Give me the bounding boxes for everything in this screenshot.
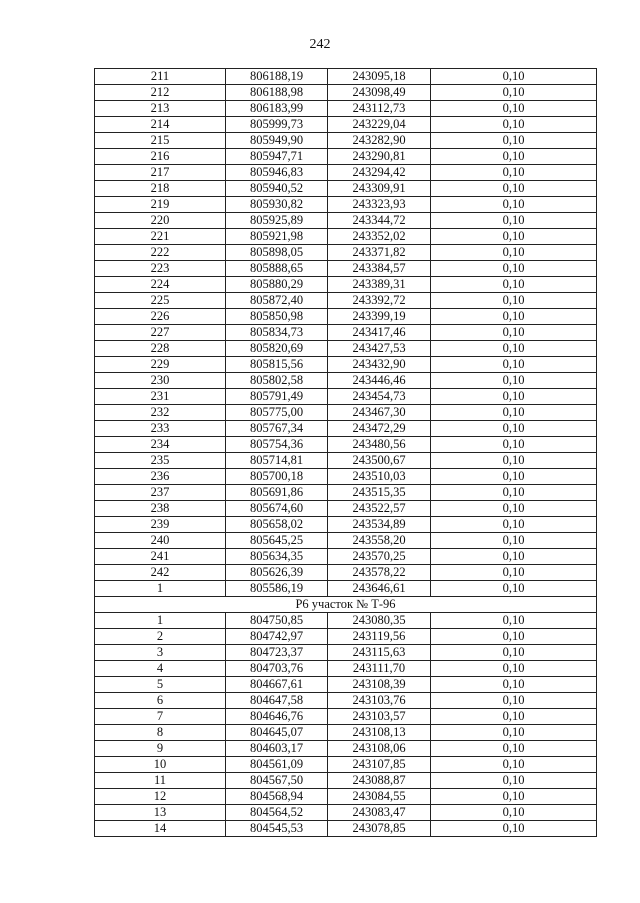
- x-coordinate-cell: 805767,34: [226, 421, 328, 437]
- x-coordinate-cell: 805888,65: [226, 261, 328, 277]
- value-cell: 0,10: [431, 133, 597, 149]
- point-number-cell: 242: [95, 565, 226, 581]
- x-coordinate-cell: 805658,02: [226, 517, 328, 533]
- y-coordinate-cell: 243570,25: [328, 549, 431, 565]
- point-number-cell: 6: [95, 693, 226, 709]
- x-coordinate-cell: 805834,73: [226, 325, 328, 341]
- table-row: [95, 69, 597, 85]
- point-number-cell: 236: [95, 469, 226, 485]
- table-row: [95, 133, 597, 149]
- y-coordinate-cell: 243084,55: [328, 789, 431, 805]
- value-cell: 0,10: [431, 533, 597, 549]
- x-coordinate-cell: 805626,39: [226, 565, 328, 581]
- x-coordinate-cell: 805815,56: [226, 357, 328, 373]
- x-coordinate-cell: 805898,05: [226, 245, 328, 261]
- y-coordinate-cell: 243103,76: [328, 693, 431, 709]
- x-coordinate-cell: 804703,76: [226, 661, 328, 677]
- point-number-cell: 212: [95, 85, 226, 101]
- table-row: [95, 725, 597, 741]
- y-coordinate-cell: 243522,57: [328, 501, 431, 517]
- table-row: [95, 549, 597, 565]
- value-cell: 0,10: [431, 165, 597, 181]
- value-cell: 0,10: [431, 501, 597, 517]
- point-number-cell: 8: [95, 725, 226, 741]
- value-cell: 0,10: [431, 453, 597, 469]
- point-number-cell: 237: [95, 485, 226, 501]
- table-row: [95, 517, 597, 533]
- point-number-cell: 214: [95, 117, 226, 133]
- value-cell: 0,10: [431, 469, 597, 485]
- y-coordinate-cell: 243432,90: [328, 357, 431, 373]
- x-coordinate-cell: 804742,97: [226, 629, 328, 645]
- table-row: [95, 293, 597, 309]
- point-number-cell: 232: [95, 405, 226, 421]
- y-coordinate-cell: 243480,56: [328, 437, 431, 453]
- table-row: [95, 421, 597, 437]
- y-coordinate-cell: 243399,19: [328, 309, 431, 325]
- y-coordinate-cell: 243371,82: [328, 245, 431, 261]
- value-cell: 0,10: [431, 69, 597, 85]
- table-row: [95, 117, 597, 133]
- point-number-cell: 221: [95, 229, 226, 245]
- y-coordinate-cell: 243389,31: [328, 277, 431, 293]
- value-cell: 0,10: [431, 709, 597, 725]
- x-coordinate-cell: 805674,60: [226, 501, 328, 517]
- y-coordinate-cell: 243112,73: [328, 101, 431, 117]
- point-number-cell: 241: [95, 549, 226, 565]
- table-row: [95, 805, 597, 821]
- point-number-cell: 14: [95, 821, 226, 837]
- value-cell: 0,10: [431, 645, 597, 661]
- x-coordinate-cell: 804545,53: [226, 821, 328, 837]
- point-number-cell: 228: [95, 341, 226, 357]
- y-coordinate-cell: 243111,70: [328, 661, 431, 677]
- value-cell: 0,10: [431, 325, 597, 341]
- value-cell: 0,10: [431, 677, 597, 693]
- value-cell: 0,10: [431, 661, 597, 677]
- table-row: [95, 229, 597, 245]
- x-coordinate-cell: 805949,90: [226, 133, 328, 149]
- x-coordinate-cell: 806188,19: [226, 69, 328, 85]
- value-cell: 0,10: [431, 485, 597, 501]
- value-cell: 0,10: [431, 565, 597, 581]
- point-number-cell: 224: [95, 277, 226, 293]
- table-row: [95, 357, 597, 373]
- point-number-cell: 217: [95, 165, 226, 181]
- point-number-cell: 239: [95, 517, 226, 533]
- table-row: [95, 469, 597, 485]
- point-number-cell: 235: [95, 453, 226, 469]
- x-coordinate-cell: 805940,52: [226, 181, 328, 197]
- x-coordinate-cell: 804667,61: [226, 677, 328, 693]
- point-number-cell: 219: [95, 197, 226, 213]
- table-row: [95, 341, 597, 357]
- x-coordinate-cell: 805691,86: [226, 485, 328, 501]
- y-coordinate-cell: 243427,53: [328, 341, 431, 357]
- value-cell: 0,10: [431, 293, 597, 309]
- point-number-cell: 240: [95, 533, 226, 549]
- y-coordinate-cell: 243078,85: [328, 821, 431, 837]
- section-heading-body: [95, 597, 597, 613]
- x-coordinate-cell: 805775,00: [226, 405, 328, 421]
- table-row: [95, 453, 597, 469]
- x-coordinate-cell: 805947,71: [226, 149, 328, 165]
- point-number-cell: 216: [95, 149, 226, 165]
- value-cell: 0,10: [431, 405, 597, 421]
- table-row: [95, 197, 597, 213]
- point-number-cell: 5: [95, 677, 226, 693]
- table-row: [95, 277, 597, 293]
- y-coordinate-cell: 243108,39: [328, 677, 431, 693]
- value-cell: 0,10: [431, 245, 597, 261]
- table-row: [95, 613, 597, 629]
- table-row: [95, 757, 597, 773]
- y-coordinate-cell: 243115,63: [328, 645, 431, 661]
- point-number-cell: 215: [95, 133, 226, 149]
- table-row: [95, 165, 597, 181]
- point-number-cell: 226: [95, 309, 226, 325]
- point-number-cell: 11: [95, 773, 226, 789]
- x-coordinate-cell: 805930,82: [226, 197, 328, 213]
- y-coordinate-cell: 243472,29: [328, 421, 431, 437]
- point-number-cell: 238: [95, 501, 226, 517]
- value-cell: 0,10: [431, 741, 597, 757]
- table-row: [95, 389, 597, 405]
- table-row: [95, 581, 597, 597]
- x-coordinate-cell: 805925,89: [226, 213, 328, 229]
- x-coordinate-cell: 804561,09: [226, 757, 328, 773]
- point-number-cell: 7: [95, 709, 226, 725]
- point-number-cell: 230: [95, 373, 226, 389]
- point-number-cell: 1: [95, 613, 226, 629]
- section-heading-row: [95, 597, 597, 613]
- y-coordinate-cell: 243578,22: [328, 565, 431, 581]
- value-cell: 0,10: [431, 101, 597, 117]
- point-number-cell: 9: [95, 741, 226, 757]
- y-coordinate-cell: 243294,42: [328, 165, 431, 181]
- value-cell: 0,10: [431, 389, 597, 405]
- coordinates-table-part1: [95, 69, 597, 597]
- table-row: [95, 565, 597, 581]
- x-coordinate-cell: 806188,98: [226, 85, 328, 101]
- table-row: [95, 789, 597, 805]
- value-cell: 0,10: [431, 613, 597, 629]
- table-row: [95, 501, 597, 517]
- value-cell: 0,10: [431, 421, 597, 437]
- value-cell: 0,10: [431, 85, 597, 101]
- x-coordinate-cell: 806183,99: [226, 101, 328, 117]
- point-number-cell: 4: [95, 661, 226, 677]
- table-row: [95, 325, 597, 341]
- x-coordinate-cell: 804603,17: [226, 741, 328, 757]
- value-cell: 0,10: [431, 725, 597, 741]
- x-coordinate-cell: 804723,37: [226, 645, 328, 661]
- value-cell: 0,10: [431, 341, 597, 357]
- table-row: [95, 149, 597, 165]
- table-row: [95, 629, 597, 645]
- table-row: [95, 101, 597, 117]
- y-coordinate-cell: 243392,72: [328, 293, 431, 309]
- y-coordinate-cell: 243282,90: [328, 133, 431, 149]
- y-coordinate-cell: 243344,72: [328, 213, 431, 229]
- coordinates-table: [94, 68, 597, 837]
- table-row: [95, 245, 597, 261]
- table-row: [95, 677, 597, 693]
- point-number-cell: 229: [95, 357, 226, 373]
- value-cell: 0,10: [431, 261, 597, 277]
- point-number-cell: 12: [95, 789, 226, 805]
- x-coordinate-cell: 805999,73: [226, 117, 328, 133]
- x-coordinate-cell: 805714,81: [226, 453, 328, 469]
- x-coordinate-cell: 805645,25: [226, 533, 328, 549]
- point-number-cell: 3: [95, 645, 226, 661]
- value-cell: 0,10: [431, 373, 597, 389]
- point-number-cell: 223: [95, 261, 226, 277]
- point-number-cell: 227: [95, 325, 226, 341]
- value-cell: 0,10: [431, 805, 597, 821]
- point-number-cell: 222: [95, 245, 226, 261]
- x-coordinate-cell: 805700,18: [226, 469, 328, 485]
- table-row: [95, 661, 597, 677]
- point-number-cell: 2: [95, 629, 226, 645]
- table-row: [95, 709, 597, 725]
- y-coordinate-cell: 243510,03: [328, 469, 431, 485]
- table-row: [95, 405, 597, 421]
- x-coordinate-cell: 804647,58: [226, 693, 328, 709]
- value-cell: 0,10: [431, 693, 597, 709]
- x-coordinate-cell: 804564,52: [226, 805, 328, 821]
- y-coordinate-cell: 243646,61: [328, 581, 431, 597]
- value-cell: 0,10: [431, 149, 597, 165]
- value-cell: 0,10: [431, 517, 597, 533]
- y-coordinate-cell: 243098,49: [328, 85, 431, 101]
- y-coordinate-cell: 243417,46: [328, 325, 431, 341]
- y-coordinate-cell: 243229,04: [328, 117, 431, 133]
- y-coordinate-cell: 243290,81: [328, 149, 431, 165]
- x-coordinate-cell: 804646,76: [226, 709, 328, 725]
- x-coordinate-cell: 805802,58: [226, 373, 328, 389]
- y-coordinate-cell: 243108,06: [328, 741, 431, 757]
- section-heading: Р6 участок № Т-96: [95, 597, 597, 613]
- coordinates-table-part2: [95, 613, 597, 837]
- table-row: [95, 261, 597, 277]
- point-number-cell: 213: [95, 101, 226, 117]
- y-coordinate-cell: 243119,56: [328, 629, 431, 645]
- y-coordinate-cell: 243454,73: [328, 389, 431, 405]
- y-coordinate-cell: 243107,85: [328, 757, 431, 773]
- table-row: [95, 773, 597, 789]
- value-cell: 0,10: [431, 277, 597, 293]
- y-coordinate-cell: 243558,20: [328, 533, 431, 549]
- value-cell: 0,10: [431, 757, 597, 773]
- x-coordinate-cell: 805921,98: [226, 229, 328, 245]
- value-cell: 0,10: [431, 773, 597, 789]
- x-coordinate-cell: 804568,94: [226, 789, 328, 805]
- value-cell: 0,10: [431, 197, 597, 213]
- table-row: [95, 213, 597, 229]
- y-coordinate-cell: 243323,93: [328, 197, 431, 213]
- point-number-cell: 1: [95, 581, 226, 597]
- x-coordinate-cell: 804750,85: [226, 613, 328, 629]
- x-coordinate-cell: 805820,69: [226, 341, 328, 357]
- value-cell: 0,10: [431, 229, 597, 245]
- y-coordinate-cell: 243384,57: [328, 261, 431, 277]
- point-number-cell: 231: [95, 389, 226, 405]
- value-cell: 0,10: [431, 117, 597, 133]
- point-number-cell: 220: [95, 213, 226, 229]
- y-coordinate-cell: 243500,67: [328, 453, 431, 469]
- y-coordinate-cell: 243083,47: [328, 805, 431, 821]
- y-coordinate-cell: 243088,87: [328, 773, 431, 789]
- point-number-cell: 13: [95, 805, 226, 821]
- point-number-cell: 211: [95, 69, 226, 85]
- y-coordinate-cell: 243103,57: [328, 709, 431, 725]
- value-cell: 0,10: [431, 357, 597, 373]
- table-row: [95, 533, 597, 549]
- value-cell: 0,10: [431, 549, 597, 565]
- point-number-cell: 234: [95, 437, 226, 453]
- table-row: [95, 181, 597, 197]
- table-row: [95, 85, 597, 101]
- x-coordinate-cell: 805754,36: [226, 437, 328, 453]
- x-coordinate-cell: 805872,40: [226, 293, 328, 309]
- x-coordinate-cell: 805880,29: [226, 277, 328, 293]
- value-cell: 0,10: [431, 309, 597, 325]
- x-coordinate-cell: 805586,19: [226, 581, 328, 597]
- y-coordinate-cell: 243515,35: [328, 485, 431, 501]
- x-coordinate-cell: 804567,50: [226, 773, 328, 789]
- y-coordinate-cell: 243534,89: [328, 517, 431, 533]
- value-cell: 0,10: [431, 629, 597, 645]
- table-row: [95, 741, 597, 757]
- value-cell: 0,10: [431, 821, 597, 837]
- y-coordinate-cell: 243108,13: [328, 725, 431, 741]
- point-number-cell: 233: [95, 421, 226, 437]
- y-coordinate-cell: 243080,35: [328, 613, 431, 629]
- point-number-cell: 225: [95, 293, 226, 309]
- x-coordinate-cell: 805791,49: [226, 389, 328, 405]
- value-cell: 0,10: [431, 789, 597, 805]
- table-row: [95, 309, 597, 325]
- point-number-cell: 218: [95, 181, 226, 197]
- x-coordinate-cell: 805946,83: [226, 165, 328, 181]
- y-coordinate-cell: 243467,30: [328, 405, 431, 421]
- table-row: [95, 645, 597, 661]
- table-row: [95, 373, 597, 389]
- y-coordinate-cell: 243095,18: [328, 69, 431, 85]
- y-coordinate-cell: 243309,91: [328, 181, 431, 197]
- x-coordinate-cell: 805850,98: [226, 309, 328, 325]
- y-coordinate-cell: 243352,02: [328, 229, 431, 245]
- x-coordinate-cell: 805634,35: [226, 549, 328, 565]
- table-row: [95, 821, 597, 837]
- value-cell: 0,10: [431, 581, 597, 597]
- table-row: [95, 485, 597, 501]
- value-cell: 0,10: [431, 213, 597, 229]
- value-cell: 0,10: [431, 181, 597, 197]
- point-number-cell: 10: [95, 757, 226, 773]
- page-number: 242: [309, 37, 331, 52]
- table-row: [95, 693, 597, 709]
- y-coordinate-cell: 243446,46: [328, 373, 431, 389]
- table-row: [95, 437, 597, 453]
- x-coordinate-cell: 804645,07: [226, 725, 328, 741]
- value-cell: 0,10: [431, 437, 597, 453]
